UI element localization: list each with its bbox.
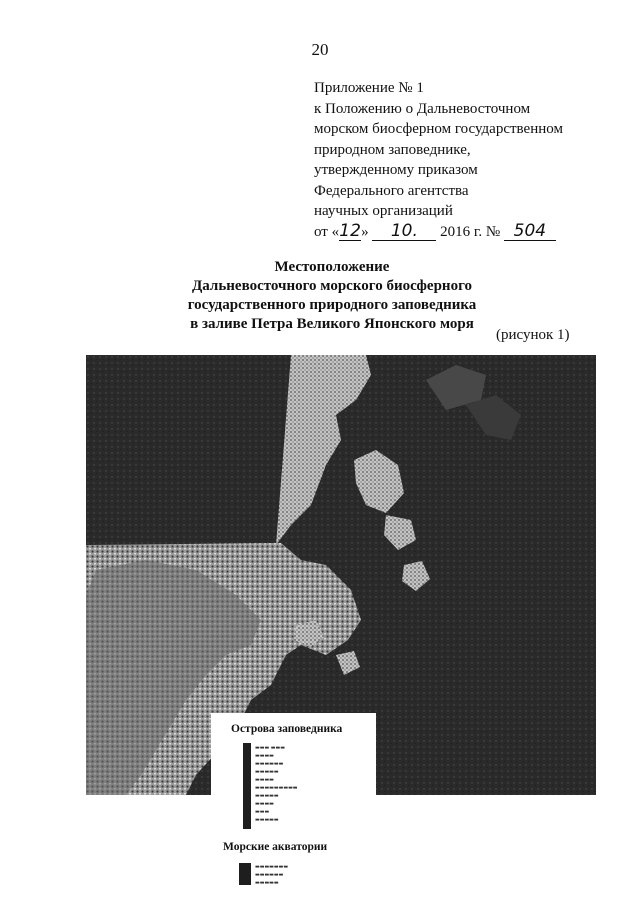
appendix-header <box>314 78 563 242</box>
legend-item-blurred: ▬▬▬▬▬▬▬▬▬ <box>255 785 298 791</box>
appendix-line: природном заповеднике, <box>314 141 471 158</box>
legend-item-blurred: ▬▬▬▬▬▬▬ <box>255 864 289 870</box>
legend-item-blurred: ▬▬▬▬▬ <box>255 817 279 823</box>
figure-reference: (рисунок 1) <box>496 327 570 343</box>
legend-item-blurred: ▬▬▬▬ <box>255 801 274 807</box>
map-legend <box>211 713 376 903</box>
legend-title-islands: Острова заповедника <box>231 723 343 735</box>
legend-item-blurred: ▬▬▬ <box>255 809 270 815</box>
legend-item-blurred: ▬▬▬▬▬ <box>255 793 279 799</box>
legend-title-waters: Морские акватории <box>223 841 328 853</box>
legend-item-blurred: ▬▬▬▬▬ <box>255 769 279 775</box>
legend-item-blurred: ▬▬▬ ▬▬▬ <box>255 745 285 751</box>
appendix-line: утвержденному приказом <box>314 162 478 178</box>
document-title <box>150 258 514 334</box>
date-separator: » <box>361 223 369 240</box>
title-line: Местоположение <box>274 259 390 275</box>
date-prefix: от « <box>314 223 340 240</box>
appendix-line: Федерального агентства <box>314 182 469 199</box>
year-text: 2016 г. № <box>440 223 501 240</box>
title-line: государственного природного заповедника <box>187 297 477 313</box>
legend-item-blurred: ▬▬▬▬ <box>255 777 274 783</box>
page-number: 20 <box>311 40 329 59</box>
appendix-line: к Положению о Дальневосточном <box>314 100 531 117</box>
legend-item-blurred: ▬▬▬▬▬ <box>255 880 279 886</box>
legend-item-blurred: ▬▬▬▬▬▬ <box>255 761 284 767</box>
order-date-line <box>314 222 563 243</box>
reserve-map <box>86 355 596 886</box>
handwritten-month: 10. <box>372 222 436 241</box>
legend-swatch-islands <box>243 743 251 829</box>
handwritten-day: 12 <box>339 220 361 241</box>
title-line: Дальневосточного морского биосферного <box>191 278 473 294</box>
appendix-line: морском биосферном государственном <box>314 121 563 137</box>
legend-item-blurred: ▬▬▬▬▬▬ <box>255 872 284 878</box>
handwritten-order-number: 504 <box>504 222 556 241</box>
legend-item-blurred: ▬▬▬▬ <box>255 753 274 759</box>
legend-swatch-waters <box>239 863 251 885</box>
title-line: в заливе Петра Великого Японского моря <box>190 316 474 332</box>
appendix-line: научных организаций <box>314 203 453 219</box>
appendix-line: Приложение № 1 <box>314 80 424 96</box>
